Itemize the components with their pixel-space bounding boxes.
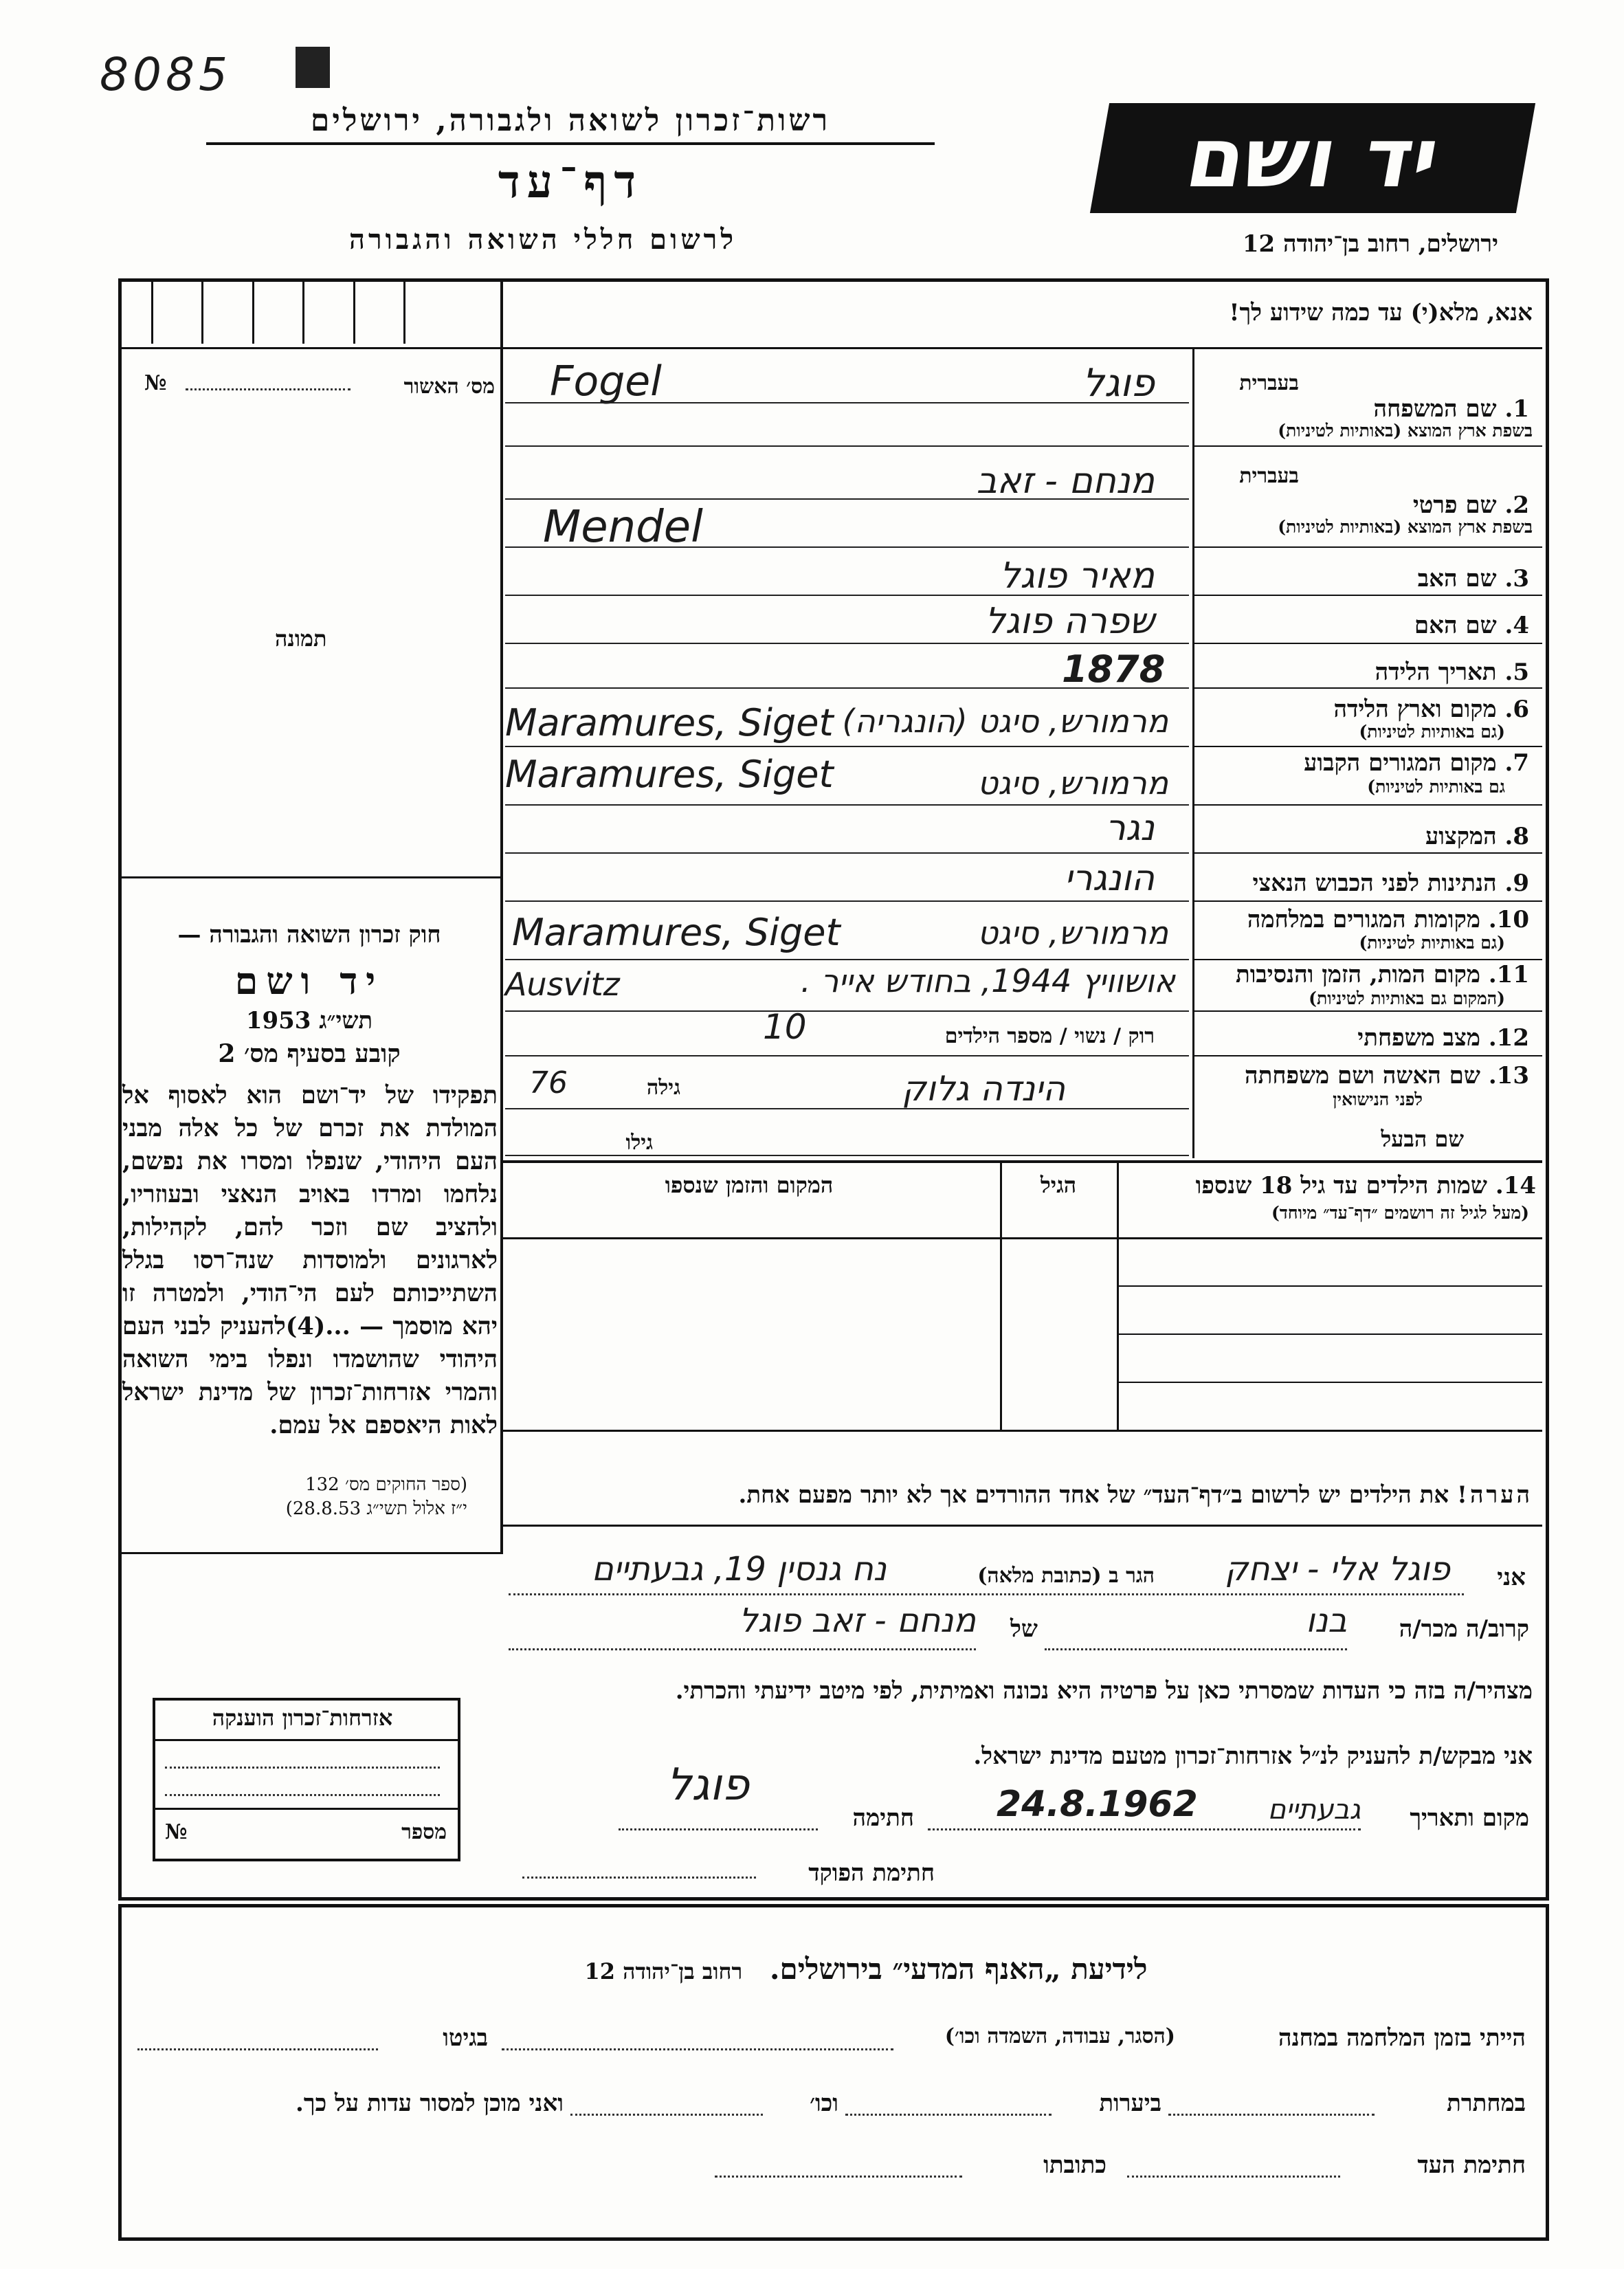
field-10-line [505, 959, 1189, 960]
field-13-value[interactable]: הינדה גלוק [902, 1069, 1065, 1109]
field-1-value-latin[interactable]: Fogel [550, 357, 662, 406]
field-12-label: 12. מצב משפחתי [1357, 1024, 1529, 1052]
place-date-line [928, 1828, 1361, 1830]
relation-value[interactable]: בנו [1305, 1602, 1347, 1640]
field-3-line [505, 595, 1189, 596]
witness-address-field[interactable] [715, 2176, 962, 2178]
row-1-divider [1194, 445, 1542, 447]
request-text: אני מבקש/ת להעניק לנ״ל אזרחות־זכרון מטעם מדינת ישראל. [973, 1742, 1533, 1770]
row-8-divider [1194, 852, 1542, 854]
field-13-label: 13. שם האשה ושם משפחתה [1245, 1062, 1529, 1089]
bottom-line2-a: במחתרת [1447, 2090, 1526, 2117]
signature-value[interactable]: פוגל [666, 1760, 750, 1811]
children-row-line-1 [1117, 1285, 1542, 1287]
children-bottom-line [500, 1430, 1542, 1432]
of-label: של [1010, 1615, 1038, 1643]
citizenship-number-label: מספר [401, 1820, 447, 1844]
camp-field[interactable] [502, 2048, 893, 2050]
law-box-bottom [118, 1552, 503, 1554]
field-5-value[interactable]: 1878 [1062, 648, 1166, 691]
children-header-line [500, 1237, 1542, 1239]
top-prompt: אנא, מלא(י) עד כמה שידוע לך! [1229, 299, 1533, 326]
remark-bottom-line [500, 1525, 1542, 1527]
citizenship-number-line [153, 1808, 458, 1810]
field-7-line [505, 804, 1189, 806]
field-6-value-hebrew[interactable]: מרמורש, סיגט (הונגריה) [842, 702, 1168, 740]
header-address: ירושלים, רחוב בן־יהודה 12 [1242, 230, 1498, 258]
signature-line [619, 1828, 818, 1830]
place-value[interactable]: גבעתיים [1267, 1794, 1361, 1826]
field-11-value-hebrew[interactable]: אושוויץ 1944, בחודש אייר . [800, 962, 1175, 999]
field-2-in-hebrew: בעברית [1239, 464, 1299, 488]
field-10-value-hebrew[interactable]: מרמורש, סיגט [977, 914, 1168, 951]
children-row-line-3 [1117, 1382, 1542, 1383]
bottom-line1-b: (הסגר, עבודה, השמדה וכו׳) [944, 2024, 1175, 2048]
field-12-printed: רוק / נשוי / מספר הילדים [944, 1024, 1155, 1048]
bottom-line2-d: ואני מוכן למסור עדות על כך. [296, 2090, 564, 2117]
declarant-address-line [509, 1593, 1464, 1595]
relative-label: קרוב/ה מכר/ה [1399, 1615, 1529, 1643]
field-1-sub: בשפת ארץ המוצא (באותיות לטיניות) [1278, 421, 1533, 441]
field-4-line [505, 643, 1189, 644]
field-5-label: 5. תאריך הלידה [1375, 658, 1529, 686]
field-12-line [505, 1055, 1189, 1056]
field-1-in-hebrew: בעברית [1239, 371, 1299, 395]
children-sub: (מעל לגיל זה רושמים ״דף־עד״ מיוחד) [1271, 1203, 1529, 1223]
bottom-heading-title: לידיעת „האנף המדעי״ בירושלים. [769, 1952, 1148, 1986]
bottom-line1-a: הייתי בזמן המלחמה במחנה [1278, 2024, 1526, 2052]
photo-label: תמונה [275, 626, 327, 652]
left-column-divider [500, 278, 503, 1553]
attest-text: מצהיר/ה בזה כי העדות שמסרתי כאן על פרטיה היא נכונה ואמיתית, לפי מיטב ידיעתי והכרתי. [675, 1677, 1533, 1705]
field-1-value-hebrew[interactable]: פוגל [1082, 361, 1155, 406]
etc-field[interactable] [570, 2114, 763, 2116]
field-7-sub: גם באותיות לטיניות) [1367, 777, 1505, 797]
photo-bottom-divider [118, 876, 503, 878]
field-2-line-a [505, 498, 1189, 500]
form-subtitle: לרשום חללי השואה והגבורה [348, 223, 737, 256]
children-row-line-2 [1117, 1333, 1542, 1335]
field-10-sub: (גם באותיות לטיניות) [1359, 933, 1505, 953]
law-year: תשי״ג 1953 [245, 1007, 373, 1034]
bottom-line3-a: חתימת העד [1417, 2151, 1526, 2179]
husband-age-label: גילו [625, 1131, 653, 1155]
law-clause: קובע בסעיף מס׳ 2 [218, 1039, 401, 1068]
label-column-divider [1192, 347, 1194, 1158]
row-7-divider [1194, 804, 1542, 806]
field-2-label: 2. שם פרטי [1412, 491, 1529, 519]
approval-number-label: מס׳ האשור [403, 375, 495, 399]
bottom-line1-c: בגיטו [443, 2024, 488, 2052]
field-13-line-b [505, 1155, 1189, 1156]
field-10-value-latin[interactable]: Maramures, Siget [512, 911, 841, 954]
of-name[interactable]: מנחם - זאב פוגל [739, 1602, 976, 1640]
field-1-label: 1. שם המשפחה [1373, 395, 1529, 423]
citizenship-title-line [153, 1739, 458, 1741]
field-6-value-latin[interactable]: Maramures, Siget [505, 701, 834, 744]
declaration-i-label: אני [1497, 1564, 1526, 1591]
citizenship-line-2 [165, 1794, 440, 1796]
field-3-label: 3. שם האב [1417, 565, 1529, 593]
approval-no-symbol: № [144, 371, 167, 395]
field-2-sub: בשפת ארץ המוצא (באותיות לטיניות) [1278, 517, 1533, 537]
declaration-resides: הגר ב (כתובת מלאה) [977, 1564, 1155, 1588]
field-9-value[interactable]: הונגרי [1064, 858, 1155, 899]
field-13-age-value[interactable]: 76 [529, 1065, 568, 1100]
children-col-divider-1 [1117, 1162, 1119, 1430]
approval-top-divider [118, 347, 503, 349]
archive-number: 8085 [100, 48, 232, 101]
husband-label: שם הבעל [1381, 1126, 1464, 1152]
approval-boxes [151, 282, 405, 344]
field-2-line-b [505, 546, 1189, 548]
form-title: דף־עד [498, 155, 643, 208]
stamp-mark [296, 47, 330, 88]
remark-label: הערה! [1457, 1481, 1533, 1509]
field-10-label: 10. מקומות המגורים במלחמה [1247, 906, 1529, 933]
field-7-label: 7. מקום המגורים הקבוע [1304, 749, 1529, 777]
field-9-line [505, 900, 1189, 902]
underground-field[interactable] [1168, 2114, 1375, 2116]
citizenship-no-symbol: № [165, 1820, 188, 1844]
bottom-heading [481, 1952, 1251, 1986]
citizenship-title: אזרחות־זכרון הוענקה [212, 1705, 393, 1731]
field-11-line [505, 1010, 1189, 1012]
field-12-value[interactable]: 10 [763, 1007, 807, 1047]
ghetto-field[interactable] [137, 2048, 378, 2050]
field-13-sub: לפני הנישואין [1333, 1089, 1423, 1109]
field-1-line-a [505, 402, 1189, 403]
children-label: 14. שמות הילדים עד גיל 18 שנספו [1195, 1172, 1536, 1199]
remark [509, 1481, 1533, 1509]
field-9-label: 9. הנתינות לפני הכבוש הנאצי [1252, 870, 1529, 897]
date-value[interactable]: 24.8.1962 [997, 1784, 1198, 1825]
bottom-line3-b: כתובתו [1043, 2151, 1106, 2179]
yad-vashem-logo: יד ושם [1090, 103, 1535, 213]
approval-number-line[interactable] [186, 388, 351, 390]
field-8-value[interactable]: נגר [1105, 808, 1155, 849]
witness-signature-field[interactable] [1127, 2176, 1340, 2178]
prompt-divider [500, 347, 1542, 349]
field-6-sub: (גם באותיות לטיניות) [1359, 722, 1505, 742]
field-1-line-b [505, 445, 1189, 447]
signature-label: חתימה [852, 1804, 914, 1832]
row-11-divider [1194, 1010, 1542, 1012]
declarant-address[interactable]: נח גנסין 19, גבעתיים [591, 1550, 887, 1589]
citizenship-line-1 [165, 1767, 440, 1769]
field-4-value[interactable]: שפרה פוגל [985, 601, 1155, 642]
field-8-label: 8. המקצוע [1425, 823, 1529, 850]
remark-text: את הילדים יש לרשום ב״דף־העד״ של אחד ההורדים אך לא יותר מפעם אחת. [738, 1481, 1449, 1509]
field-4-label: 4. שם האם [1414, 612, 1529, 639]
field-8-line [505, 852, 1189, 854]
row-4-divider [1194, 643, 1542, 644]
officer-signature-line [522, 1877, 756, 1879]
row-2-divider [1194, 546, 1542, 548]
field-2-value-latin[interactable]: Mendel [543, 502, 703, 553]
field-5-line [505, 687, 1189, 689]
children-col-divider-2 [1000, 1162, 1002, 1430]
row-10-divider [1194, 959, 1542, 960]
field-6-label: 6. מקום וארץ הלידה [1333, 696, 1529, 723]
bottom-heading-address: רחוב בן־יהודה 12 [584, 1958, 743, 1984]
place-date-label: מקום ותאריך [1410, 1804, 1529, 1832]
law-citation-1: (ספר החוקים מס׳ 132 [305, 1474, 467, 1495]
children-top-line [500, 1160, 1542, 1163]
row-12-divider [1194, 1055, 1542, 1056]
field-11-value-latin[interactable]: Ausvitz [505, 966, 620, 1003]
field-7-value-hebrew[interactable]: מרמורש, סיגט [977, 764, 1168, 801]
law-citation-2: י״ז אלול תשי״ג 28.8.53) [285, 1498, 467, 1519]
law-title: חוק זכרון השואה והגבורה — [177, 921, 441, 949]
row-6-divider [1194, 746, 1542, 747]
field-11-sub: (המקום גם באותיות לטיניות) [1309, 988, 1505, 1008]
law-text: תפקידו של יד־ושם הוא לאסוף אל המולדת את זכרם של כל אלה מבני העם היהודי, שנפלו ומסרו את נפשם, נלחמו ומרדו באויב הנאצי ובעוזריו, ולהציב שם וזכר להם, לקהילות, לארגונים ולמוסדות שנה־רסו בגלל השתייכותם לעם הי־הודי, ולמטרה זו יהא מוסמך — ...(4)להעניק לבני העם היהודי שהושמדו ונפלו בימי השואה והמרי אזרחות־זכרון של מדינת ישראל לאות היאספם אל עמם. [122, 1081, 498, 1439]
relation-line [1045, 1648, 1347, 1650]
field-13-line-a [505, 1108, 1189, 1109]
row-9-divider [1194, 900, 1542, 902]
row-3-divider [1194, 595, 1542, 596]
field-6-line [505, 746, 1189, 747]
field-11-label: 11. מקום המות, הזמן והנסיבות [1235, 961, 1529, 988]
bottom-line2-c: וכו׳ [810, 2090, 838, 2117]
authority-name: רשות־זכרון לשואה ולגבורה, ירושלים [206, 103, 935, 145]
law-name: יד ושם [234, 959, 384, 1003]
field-2-value-hebrew[interactable]: מנחם - זאב [976, 461, 1155, 502]
field-13-age-label: גילה [646, 1076, 680, 1100]
field-3-value[interactable]: מאיר פוגל [999, 555, 1155, 597]
of-name-line [509, 1648, 976, 1650]
forests-field[interactable] [845, 2114, 1052, 2116]
row-5-divider [1194, 687, 1542, 689]
bottom-line2-b: ביערות [1099, 2090, 1161, 2117]
declarant-name[interactable]: פוגל אלי - יצחק [1225, 1550, 1450, 1589]
children-col-place: המקום והזמן שנספו [665, 1172, 834, 1198]
officer-signature-label: חתימת הפוקד [808, 1859, 935, 1887]
field-7-value-latin[interactable]: Maramures, Siget [505, 753, 834, 796]
children-col-age: הגיל [1040, 1172, 1077, 1198]
